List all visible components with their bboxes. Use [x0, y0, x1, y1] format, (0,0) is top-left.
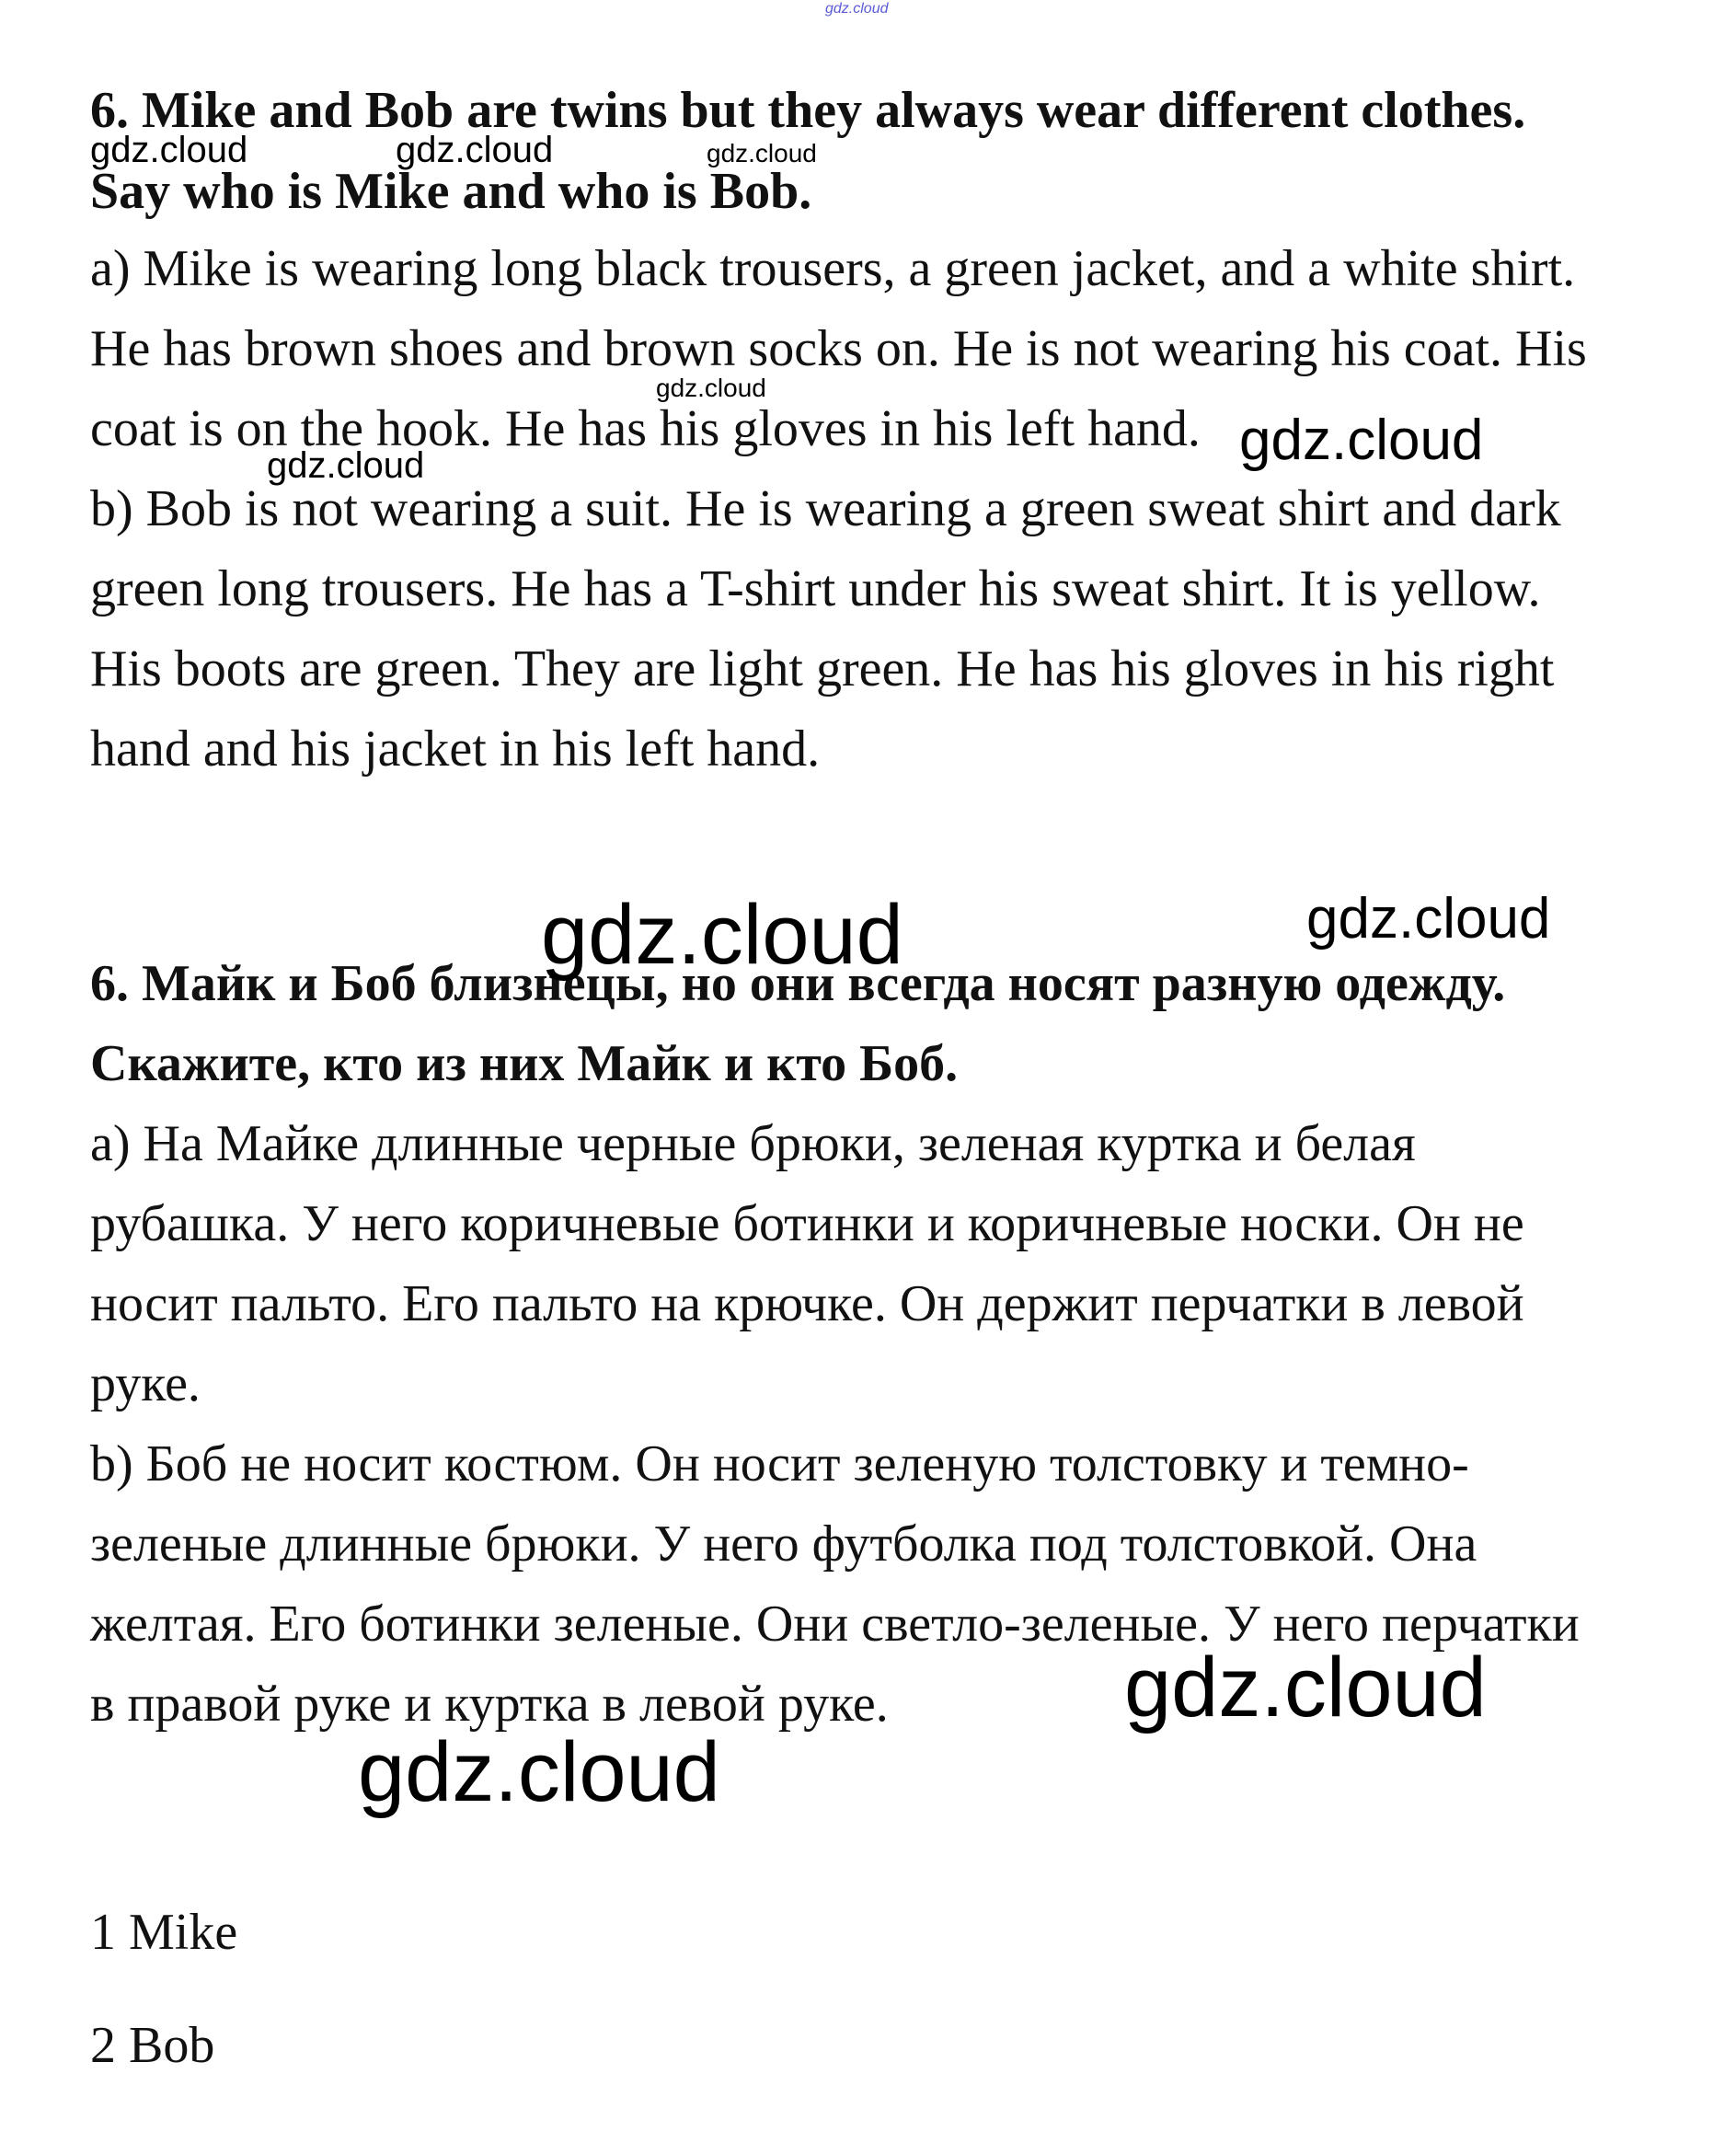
- russian-body-line: желтая. Его ботинки зеленые. Они светло-зеленые. У него перчатки: [90, 1596, 1580, 1653]
- english-body-line: He has brown shoes and brown socks on. He is not wearing his coat. His: [90, 320, 1587, 377]
- watermark: gdz.cloud: [707, 139, 817, 167]
- watermark: gdz.cloud: [541, 888, 903, 982]
- russian-body-line: a) На Майке длинные черные брюки, зеленая куртка и белая: [90, 1115, 1416, 1172]
- watermark: gdz.cloud: [267, 445, 425, 486]
- russian-body-line: руке.: [90, 1355, 201, 1412]
- watermark: gdz.cloud: [90, 130, 248, 170]
- watermark: gdz.cloud: [358, 1725, 720, 1819]
- watermark: gdz.cloud: [656, 374, 766, 402]
- english-body-line: a) Mike is wearing long black trousers, a green jacket, and a white shirt.: [90, 240, 1576, 297]
- russian-body-line: зеленые длинные брюки. У него футболка под толстовкой. Она: [90, 1515, 1477, 1573]
- watermark: gdz.cloud: [1306, 887, 1551, 951]
- russian-body-line: b) Боб не носит костюм. Он носит зеленую толстовку и темно-: [90, 1435, 1469, 1492]
- english-body-line: b) Bob is not wearing a suit. He is wearing a green sweat shirt and dark: [90, 480, 1561, 537]
- russian-title-line-1: 6. Майк и Боб близнецы, но они всегда носят разную одежду.: [90, 955, 1506, 1012]
- english-body-line: His boots are green. They are light green. He has his gloves in his right: [90, 640, 1555, 697]
- russian-body-line: в правой руке и куртка в левой руке.: [90, 1676, 889, 1733]
- english-body-line: coat is on the hook. He has his gloves in his left hand.: [90, 400, 1201, 457]
- watermark: gdz.cloud: [1124, 1641, 1487, 1734]
- english-title-line-2: Say who is Mike and who is Bob.: [90, 163, 812, 220]
- answer-mike: 1 Mike: [90, 1904, 238, 1961]
- top-watermark: gdz.cloud: [825, 1, 889, 17]
- watermark: gdz.cloud: [1239, 409, 1484, 472]
- russian-body-line: рубашка. У него коричневые ботинки и коричневые носки. Он не: [90, 1195, 1524, 1252]
- watermark: gdz.cloud: [396, 130, 554, 170]
- english-body-line: green long trousers. He has a T-shirt under his sweat shirt. It is yellow.: [90, 560, 1541, 617]
- russian-body-line: носит пальто. Его пальто на крючке. Он держит перчатки в левой: [90, 1275, 1524, 1332]
- answer-bob: 2 Bob: [90, 2017, 215, 2074]
- russian-title-line-2: Скажите, кто из них Майк и кто Боб.: [90, 1035, 959, 1092]
- english-body-line: hand and his jacket in his left hand.: [90, 720, 821, 778]
- english-title-line-1: 6. Mike and Bob are twins but they always wear different clothes.: [90, 82, 1526, 139]
